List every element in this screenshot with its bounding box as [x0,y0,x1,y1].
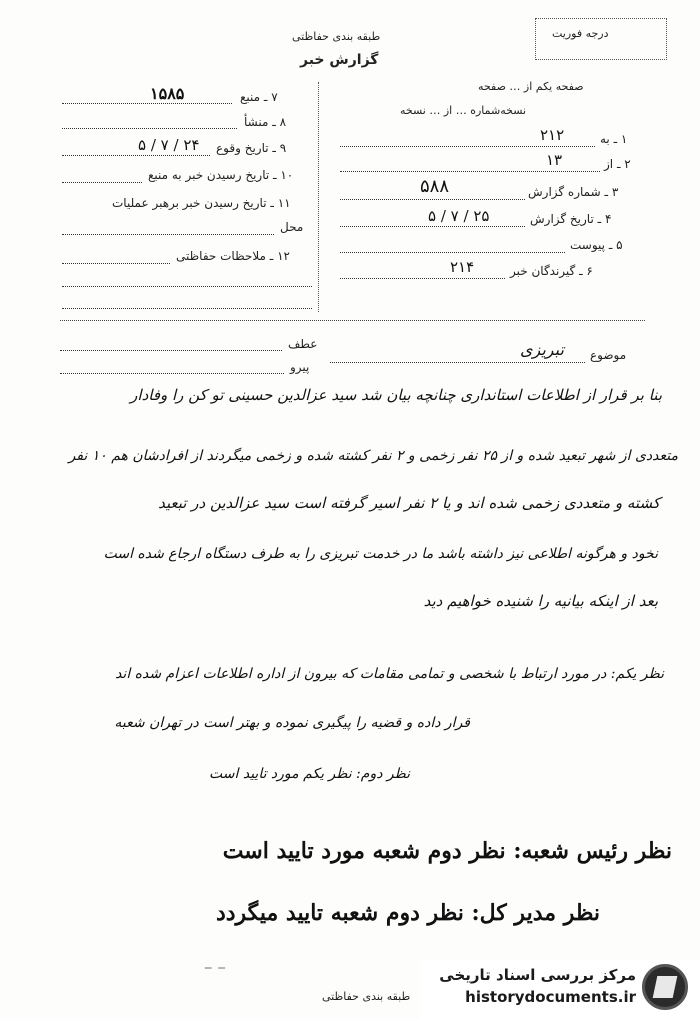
field-11-line [62,234,274,235]
classification-label-bottom: طبقه بندی حفاظتی [322,990,411,1003]
copy-number-line: نسخه‌شماره … از … نسخه [400,104,527,117]
header-bottom-rule [60,320,645,321]
field-12-label: ۱۲ ـ ملاحظات حفاظتی [176,249,290,263]
faint-stamp-mark: ـ ـ [205,950,225,975]
body-line-4: نخود و هرگونه اطلاعی نیز داشته باشد ما در خدمت تبریزی را به طرف دستگاه ارجاع شده است [103,546,658,562]
archive-watermark [420,960,700,1019]
watermark-title: مرکز بررسی اسناد تاریخی [439,966,636,984]
field-9-line [62,155,210,156]
priority-label: درجه فوریت [552,27,609,40]
page-count-line: صفحه یکم از … صفحه [478,80,584,93]
body-note-1: نظر یکم: در مورد ارتباط با شخصی و تمامی مقامات که بیرون از اداره اطلاعات اعزام شده اند [115,666,664,682]
field-4-label: ۴ ـ تاریخ گزارش [530,212,612,226]
field-11-sub: محل [280,220,304,234]
body-note-3: نظر دوم: نظر یکم مورد تایید است [209,766,410,782]
field-1-label: ۱ ـ به [600,132,628,146]
body-line-3: کشته و متعددی زخمی شده اند و یا ۲ نفر اسیر گرفته است سید عزالدین در تبعید [158,494,660,512]
body-line-2: متعددی از شهر تبعید شده و از ۲۵ نفر زخمی و ۲ نفر کشته شده و زخمی میگردند از افرادشان هم ۱۰ نفر [68,448,678,464]
reference-atf-line [60,350,282,351]
archive-logo-icon [642,964,688,1010]
field-1-value: ۲۱۲ [540,126,565,144]
watermark-url: historydocuments.ir [465,988,636,1006]
field-9-value: ۲۴ / ۷ / ۵ [138,136,200,154]
field-4-line [340,226,525,227]
field-8-label: ۸ ـ منشأ [244,115,287,129]
field-5-label: ۵ ـ پیوست [570,238,623,252]
form-title: گزارش خبر [300,52,379,68]
field-12-line-2 [62,286,312,287]
signature-line-1: نظر رئیس شعبه: نظر دوم شعبه مورد تایید است [222,838,672,864]
field-6-label: ۶ ـ گیرندگان خبر [510,264,593,278]
subject-line [330,362,585,363]
body-note-2: قرار داده و قضیه را پیگیری نموده و بهتر است در تهران شعبه [114,715,470,731]
field-6-value: ۲۱۴ [450,258,475,276]
signature-line-2: نظر مدیر کل: نظر دوم شعبه تایید میگردد [215,900,600,926]
field-1-line [340,146,595,147]
field-2-line [340,171,600,172]
field-4-value: ۲۵ / ۷ / ۵ [428,207,490,225]
field-7-label: ۷ ـ منبع [240,90,278,104]
subject-label: موضوع [590,348,627,362]
field-12-line-1 [62,263,170,264]
field-10-label: ۱۰ ـ تاریخ رسیدن خبر به منبع [148,168,294,182]
field-8-line [62,128,237,129]
field-3-value: ۵۸۸ [420,176,450,197]
field-10-line [62,182,142,183]
field-5-line [340,252,565,253]
field-7-value: ۱۵۸۵ [150,84,185,103]
field-2-label: ۲ ـ از [604,157,631,171]
field-12-line-3 [62,308,312,309]
column-divider [318,82,319,312]
body-line-5: بعد از اینکه بیانیه را شنیده خواهیم دید [423,592,658,610]
body-line-1: بنا بر قرار از اطلاعات استانداری چنانچه بیان شد سید عزالدین حسینی تو کن را وفادار [130,386,662,404]
reference-atf-label: عطف [288,337,318,351]
field-11-label: ۱۱ ـ تاریخ رسیدن خبر برهبر عملیات [112,196,291,210]
field-3-line [340,199,525,200]
field-3-label: ۳ ـ شماره گزارش [528,185,619,199]
classification-label-top: طبقه بندی حفاظتی [292,30,381,43]
subject-value: تبریزی [520,340,564,359]
field-2-value: ۱۳ [546,151,563,169]
reference-peyro-line [60,373,284,374]
reference-peyro-label: پیرو [290,360,310,374]
field-7-line [62,103,232,104]
field-6-line [340,278,505,279]
field-9-label: ۹ ـ تاریخ وقوع [216,141,287,155]
